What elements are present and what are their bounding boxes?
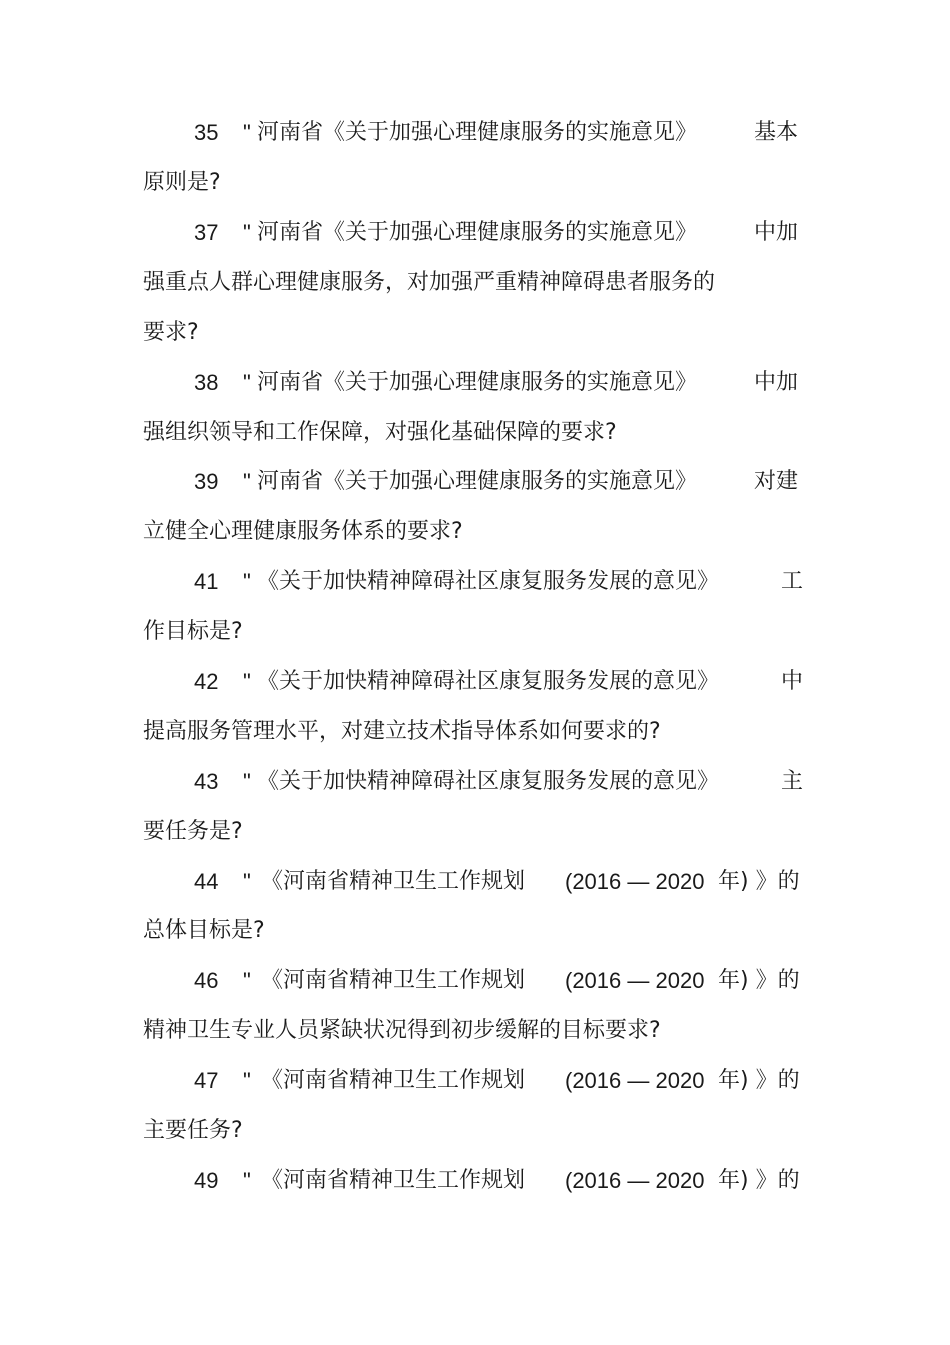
question-years: (2016 — 2020 (565, 1168, 705, 1193)
question-year-suffix: 年) 》的 (718, 1068, 800, 1093)
question-tail: 主 (781, 769, 804, 794)
question-tail: 中 (781, 669, 804, 694)
question-tail: 中加 (754, 220, 799, 245)
question-years: (2016 — 2020 (565, 1068, 705, 1093)
question-number: 41 (194, 569, 219, 594)
question-year-suffix: 年) 》的 (718, 968, 800, 993)
quote-mark: " (243, 120, 251, 145)
question-title: 《河南省精神卫生工作规划 (261, 869, 526, 894)
question-number: 37 (194, 220, 219, 245)
question-number: 47 (194, 1068, 219, 1093)
quote-mark: " (243, 569, 251, 594)
question-number: 49 (194, 1168, 219, 1193)
question-number: 39 (194, 469, 219, 494)
question-title: 《河南省精神卫生工作规划 (261, 968, 526, 993)
question-continuation: 提高服务管理水平，对建立技术指导体系如何要求的? (143, 719, 661, 744)
question-continuation: 立健全心理健康服务体系的要求? (143, 519, 463, 544)
question-number: 42 (194, 669, 219, 694)
question-year-suffix: 年) 》的 (718, 869, 800, 894)
quote-mark: " (243, 968, 251, 993)
question-continuation: 精神卫生专业人员紧缺状况得到初步缓解的目标要求? (143, 1018, 661, 1043)
question-continuation: 强组织领导和工作保障，对强化基础保障的要求? (143, 420, 617, 445)
quote-mark: " (243, 370, 251, 395)
question-title: 河南省《关于加强心理健康服务的实施意见》 (257, 120, 698, 145)
question-tail: 基本 (754, 120, 799, 145)
question-number: 35 (194, 120, 219, 145)
question-title: 河南省《关于加强心理健康服务的实施意见》 (257, 469, 698, 494)
question-years: (2016 — 2020 (565, 968, 705, 993)
question-years: (2016 — 2020 (565, 869, 705, 894)
question-number: 44 (194, 869, 219, 894)
question-continuation: 原则是? (143, 170, 221, 195)
quote-mark: " (243, 469, 251, 494)
question-number: 38 (194, 370, 219, 395)
question-number: 43 (194, 769, 219, 794)
quote-mark: " (243, 869, 251, 894)
question-title: 《关于加快精神障碍社区康复服务发展的意见》 (257, 569, 720, 594)
question-continuation: 强重点人群心理健康服务，对加强严重精神障碍患者服务的 (143, 270, 716, 295)
quote-mark: " (243, 220, 251, 245)
question-title: 《河南省精神卫生工作规划 (261, 1168, 526, 1193)
question-year-suffix: 年) 》的 (718, 1168, 800, 1193)
question-continuation: 总体目标是? (143, 918, 265, 943)
quote-mark: " (243, 1068, 251, 1093)
question-title: 《关于加快精神障碍社区康复服务发展的意见》 (257, 669, 720, 694)
question-number: 46 (194, 968, 219, 993)
question-tail: 对建 (754, 469, 799, 494)
quote-mark: " (243, 769, 251, 794)
question-continuation: 作目标是? (143, 619, 243, 644)
question-title: 《河南省精神卫生工作规划 (261, 1068, 526, 1093)
question-tail: 工 (781, 569, 804, 594)
question-continuation: 主要任务? (143, 1118, 243, 1143)
question-title: 河南省《关于加强心理健康服务的实施意见》 (257, 370, 698, 395)
question-title: 河南省《关于加强心理健康服务的实施意见》 (257, 220, 698, 245)
question-title: 《关于加快精神障碍社区康复服务发展的意见》 (257, 769, 720, 794)
question-tail: 中加 (754, 370, 799, 395)
quote-mark: " (243, 1168, 251, 1193)
question-continuation: 要任务是? (143, 819, 243, 844)
question-continuation: 要求? (143, 320, 199, 345)
quote-mark: " (243, 669, 251, 694)
